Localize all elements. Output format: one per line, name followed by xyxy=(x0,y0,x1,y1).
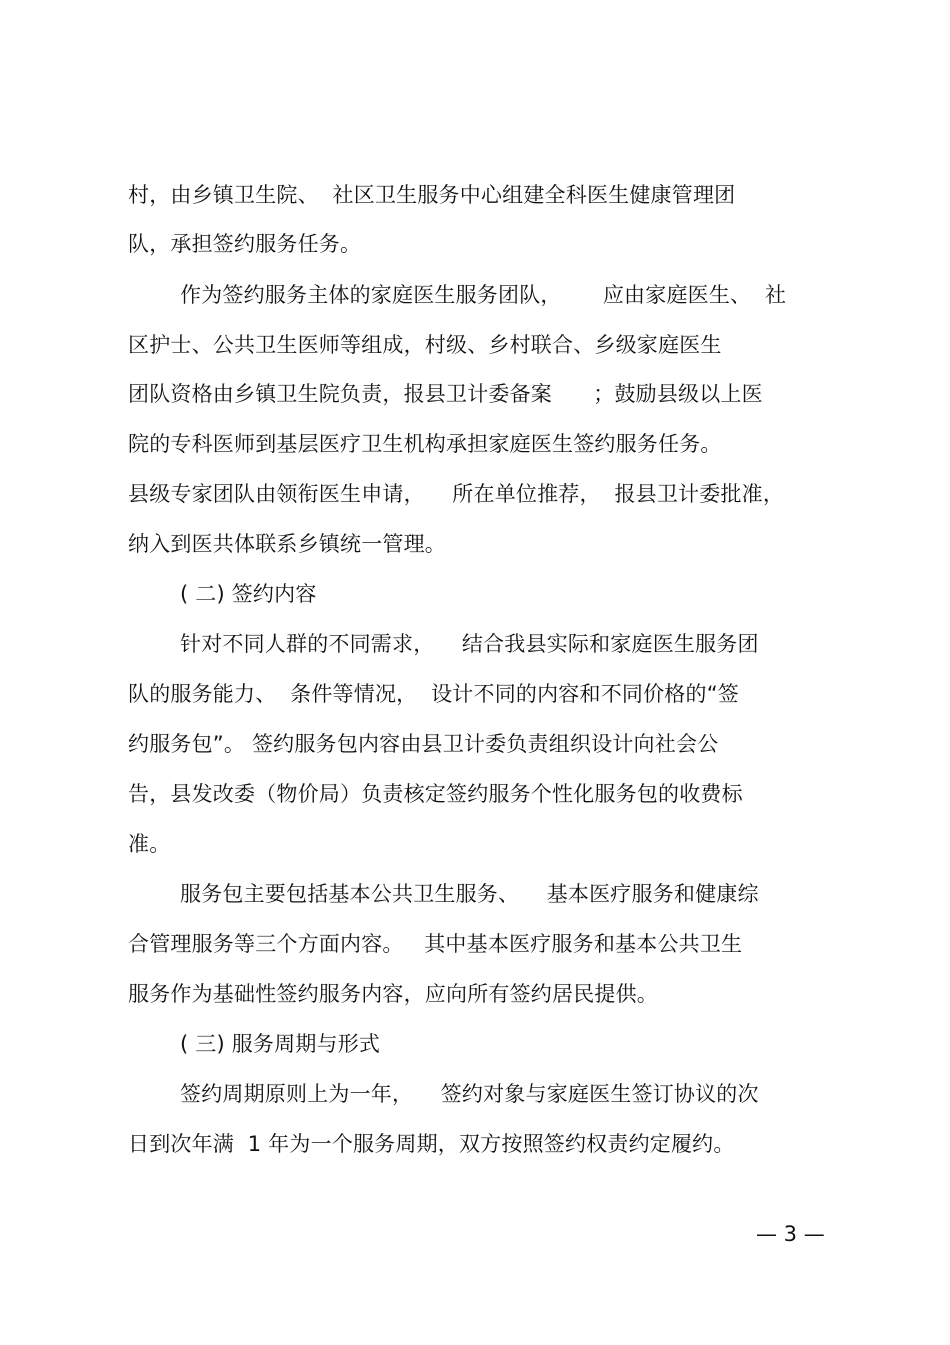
text-line: 队的服务能力、 条件等情况， 设计不同的内容和不同价格的“签 xyxy=(128,682,739,706)
text-line: 约服务包”。 签约服务包内容由县卫计委负责组织设计向社会公 xyxy=(128,732,719,756)
text-line: 服务作为基础性签约服务内容，应向所有签约居民提供。 xyxy=(128,982,658,1006)
text-line: 告，县发改委（物价局）负责核定签约服务个性化服务包的收费标 xyxy=(128,782,743,806)
paragraph-start-line: 针对不同人群的不同需求， 结合我县实际和家庭医生服务团 xyxy=(180,632,759,656)
page-number: — 3 — xyxy=(756,1222,825,1246)
text-line: 村，由乡镇卫生院、 社区卫生服务中心组建全科医生健康管理团 xyxy=(128,183,736,207)
text-line: 队，承担签约服务任务。 xyxy=(128,232,362,256)
text-line: 准。 xyxy=(128,832,171,856)
text-line: 日到次年满 1 年为一个服务周期，双方按照签约权责约定履约。 xyxy=(128,1132,735,1156)
text-line: 院的专科医师到基层医疗卫生机构承担家庭医生签约服务任务。 xyxy=(128,432,722,456)
text-line: 区护士、公共卫生医师等组成，村级、乡村联合、乡级家庭医生 xyxy=(128,333,722,357)
section-heading: ( 二) 签约内容 xyxy=(180,582,317,606)
text-line: 合管理服务等三个方面内容。 其中基本医疗服务和基本公共卫生 xyxy=(128,932,743,956)
paragraph-start-line: 签约周期原则上为一年， 签约对象与家庭医生签订协议的次 xyxy=(180,1082,759,1106)
paragraph-start-line: 服务包主要包括基本公共卫生服务、 基本医疗服务和健康综 xyxy=(180,882,759,906)
text-line: 县级专家团队由领衔医生申请， 所在单位推荐， 报县卫计委批准， xyxy=(128,482,785,506)
text-line: 团队资格由乡镇卫生院负责，报县卫计委备案 ；鼓励县级以上医 xyxy=(128,382,763,406)
text-line: 纳入到医共体联系乡镇统一管理。 xyxy=(128,532,446,556)
section-heading: ( 三) 服务周期与形式 xyxy=(180,1032,381,1056)
paragraph-start-line: 作为签约服务主体的家庭医生服务团队， 应由家庭医生、 社 xyxy=(180,283,787,307)
